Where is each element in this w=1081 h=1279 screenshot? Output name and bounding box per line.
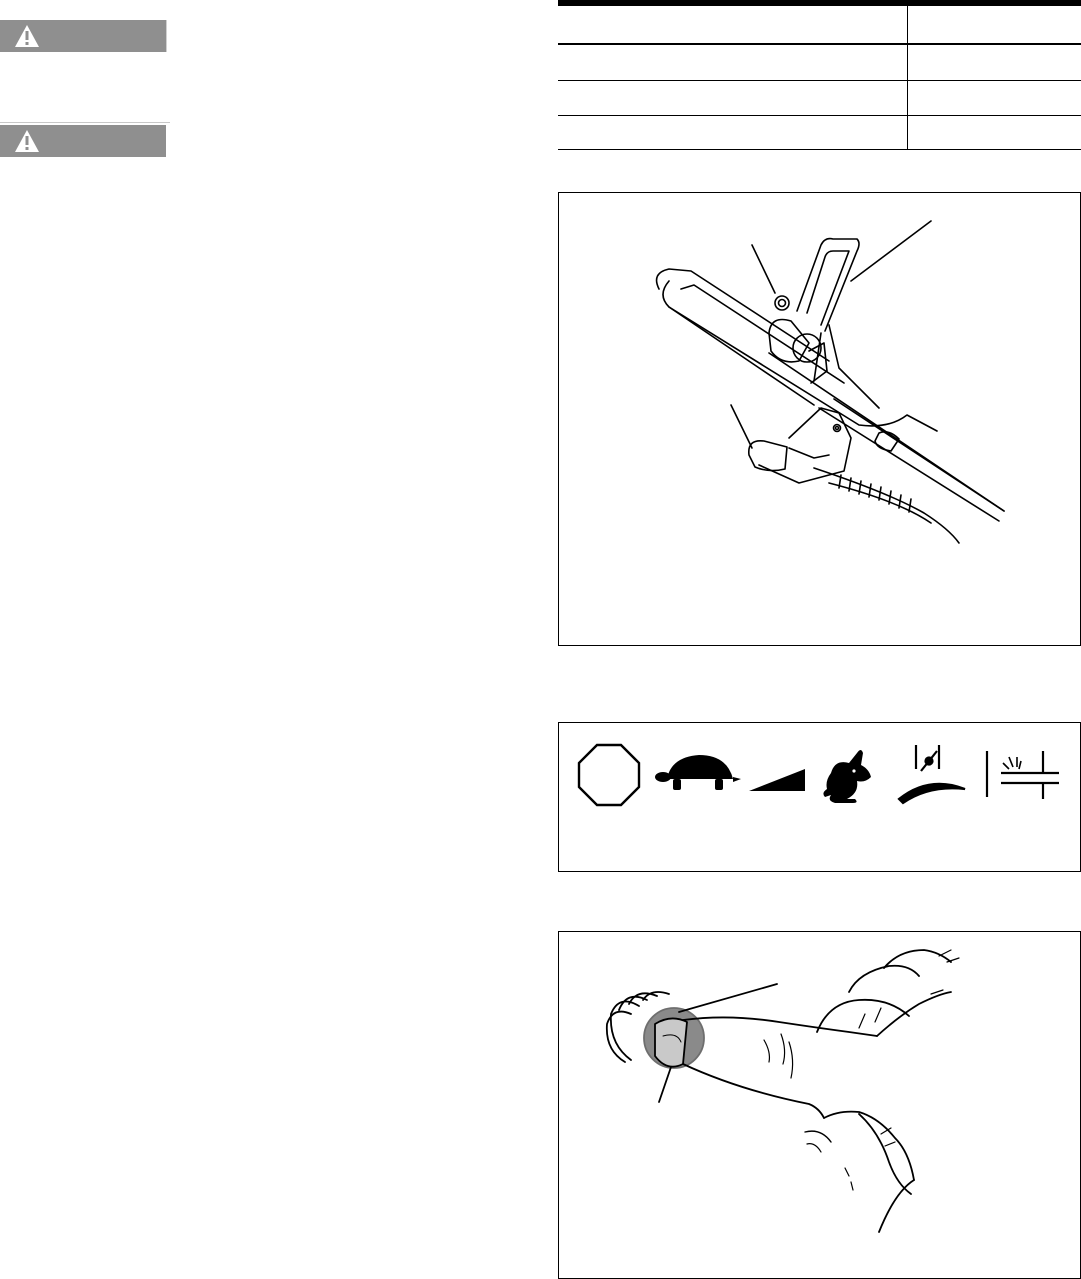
wedge-throttle-icon [749,769,805,791]
ignition-icon [987,751,1059,799]
warning-rule [166,20,167,52]
control-symbols-figure [558,722,1081,872]
primer-button-figure [558,931,1081,1279]
warning-rule [0,122,170,123]
turtle-slow-icon [655,755,741,790]
callout-leader-line [659,1067,671,1102]
warning-triangle-icon [14,129,40,153]
table-bottom-rule [558,149,1081,150]
stop-octagon-icon [579,745,639,805]
callout-leader-line [731,405,752,448]
table-column-divider [907,6,908,150]
warning-triangle-icon [14,24,40,48]
spec-table [558,0,1081,150]
primer-press-illustration [559,932,1080,1278]
callout-leader-line [752,245,775,293]
control-symbols-strip [559,723,1080,871]
callout-leader-line [679,984,777,1012]
warning-banner [0,20,166,52]
handle-illustration-figure [558,192,1081,646]
choke-icon [899,745,965,803]
rabbit-fast-icon [823,750,871,803]
callout-leader-line [851,221,931,281]
table-row-rule [558,80,1081,81]
mower-handle-illustration [559,193,1080,645]
table-top-rule [558,0,1081,6]
table-header-rule [558,43,1081,45]
warning-banner [0,125,166,157]
table-row-rule [558,115,1081,116]
